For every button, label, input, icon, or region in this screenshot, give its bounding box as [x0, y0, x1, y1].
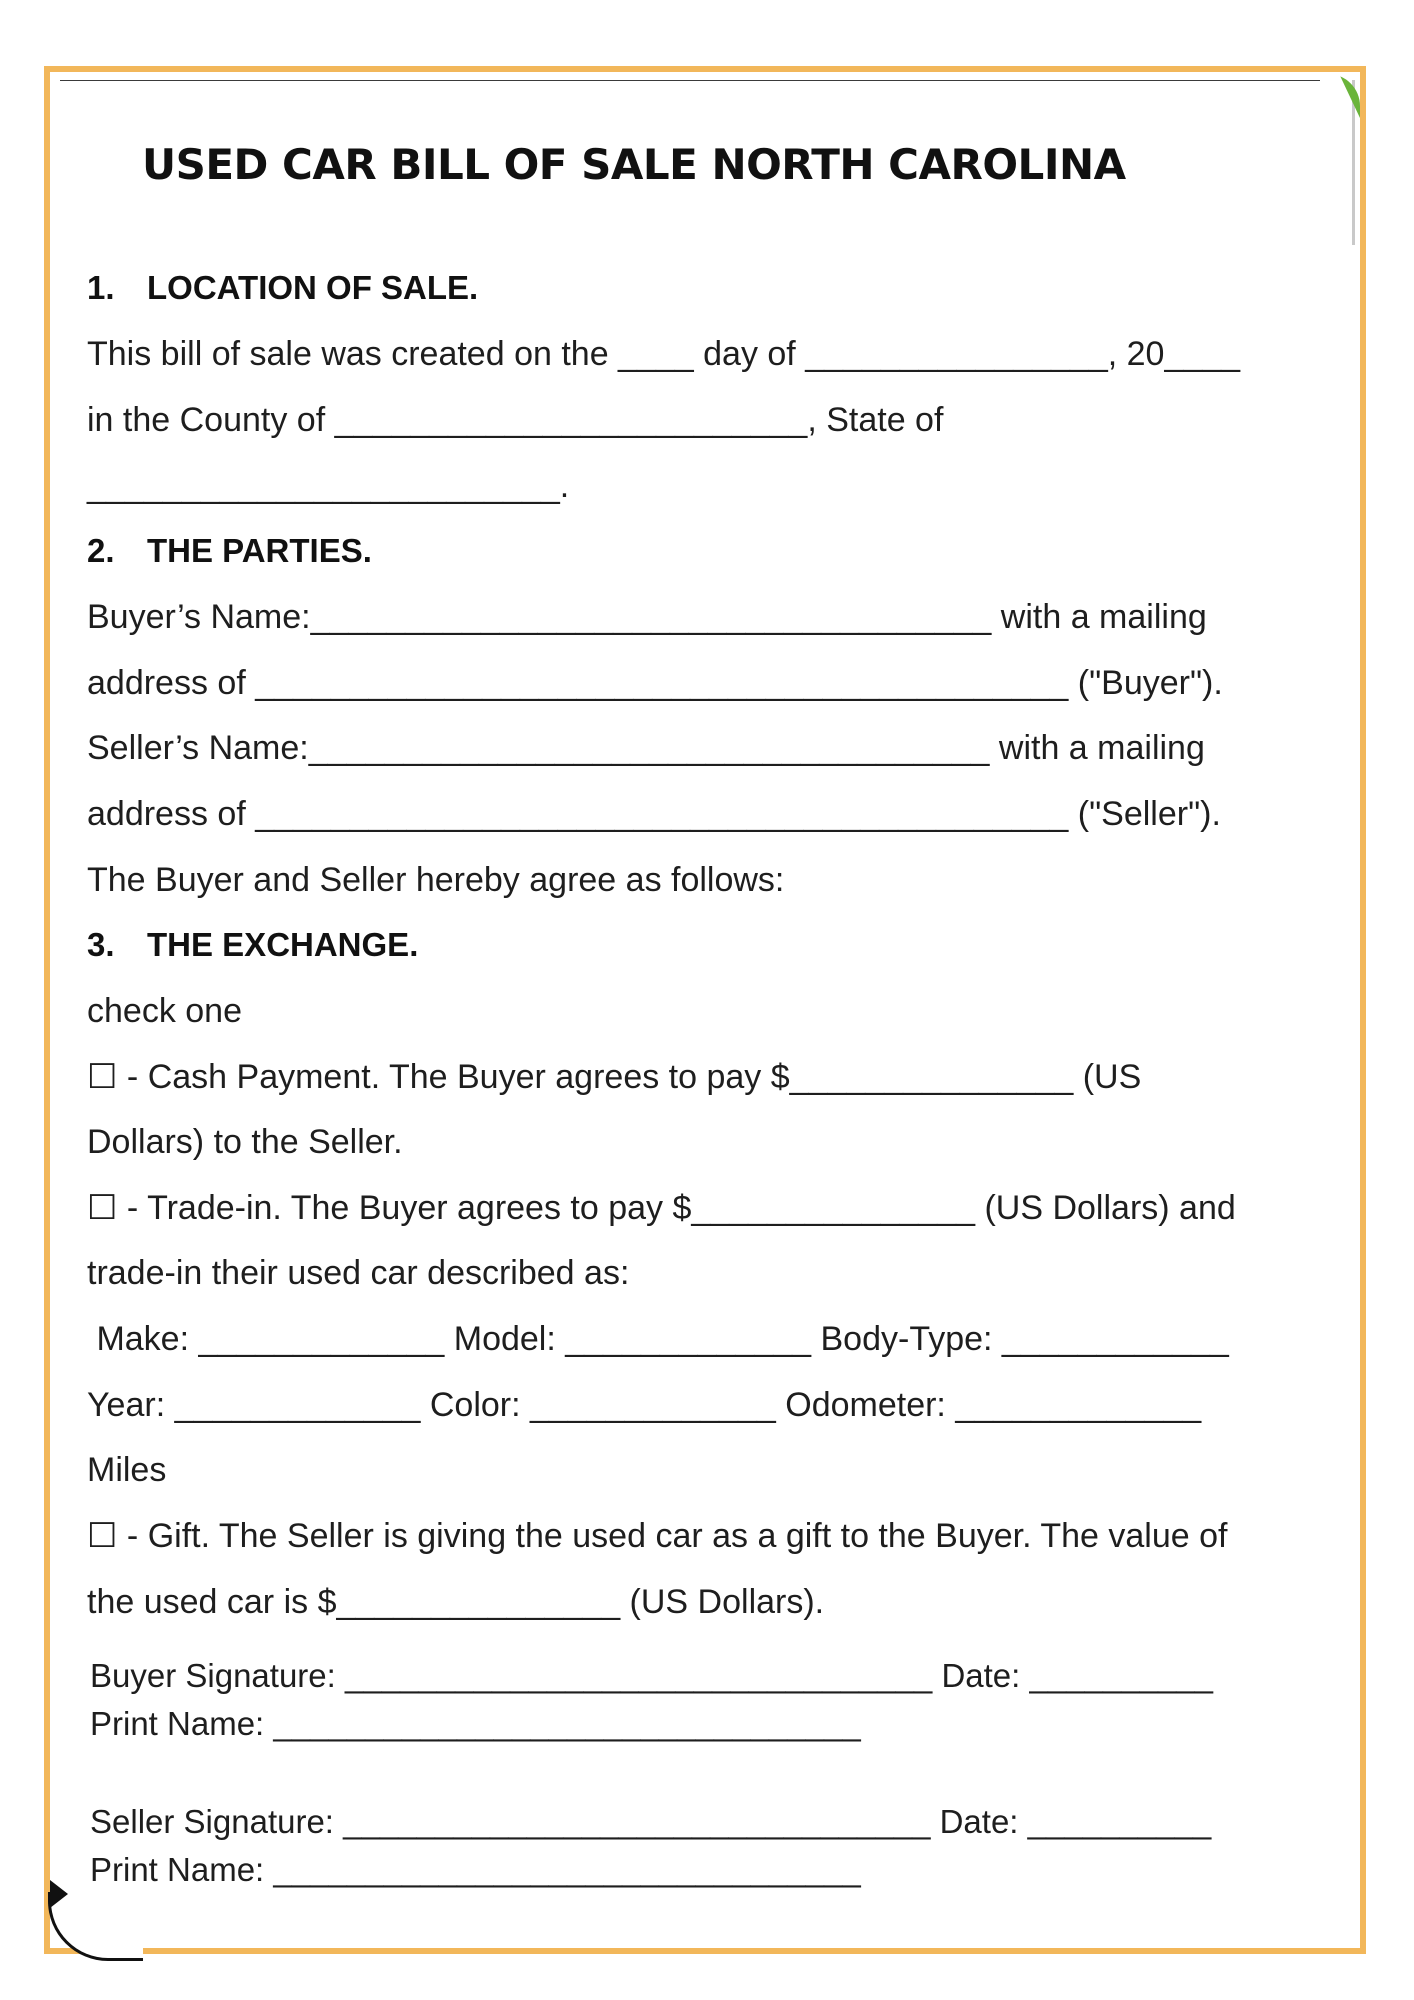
section-title: THE PARTIES.: [147, 532, 372, 569]
seller-name-line: Seller’s Name:____________________________________ with a mailing: [87, 729, 1205, 767]
county-state-line: in the County of _________________________, State of: [87, 401, 944, 439]
state-blank-line: _________________________.: [87, 467, 570, 505]
section-location-heading: [87, 268, 478, 308]
document-title: USED CAR BILL OF SALE NORTH CAROLINA: [142, 140, 1126, 189]
gift-option[interactable]: ☐ - Gift. The Seller is giving the used car as a gift to the Buyer. The value of: [87, 1517, 1228, 1555]
trade-in-option[interactable]: ☐ - Trade-in. The Buyer agrees to pay $_______________ (US Dollars) and: [87, 1189, 1236, 1227]
section-number: 2.: [87, 532, 115, 569]
vehicle-make-model-line: Make: _____________ Model: _____________ Body-Type: ____________: [87, 1320, 1229, 1358]
check-one-label: check one: [87, 992, 242, 1030]
corner-arrow-icon: [50, 1880, 68, 1908]
trade-in-continued: trade-in their used car described as:: [87, 1254, 630, 1292]
cash-payment-option[interactable]: ☐ - Cash Payment. The Buyer agrees to pay $_______________ (US: [87, 1058, 1142, 1096]
buyer-signature-line: Buyer Signature: ________________________________ Date: __________: [90, 1657, 1214, 1694]
section-parties-heading: [87, 531, 372, 571]
sale-date-line: This bill of sale was created on the ____ day of ________________, 20____: [87, 335, 1241, 373]
seller-print-name-line: Print Name: ________________________________: [90, 1851, 861, 1888]
cash-payment-continued: Dollars) to the Seller.: [87, 1123, 403, 1161]
section-title: THE EXCHANGE.: [147, 926, 419, 963]
top-rule: [60, 80, 1320, 81]
buyer-name-line: Buyer’s Name:____________________________________ with a mailing: [87, 598, 1207, 636]
section-number: 3.: [87, 926, 115, 963]
section-exchange-heading: [87, 925, 418, 965]
buyer-print-name-line: Print Name: ________________________________: [90, 1705, 861, 1742]
agreement-line: The Buyer and Seller hereby agree as follows:: [87, 861, 785, 899]
buyer-address-line: address of ___________________________________________ ("Buyer").: [87, 664, 1223, 702]
seller-signature-line: Seller Signature: ________________________________ Date: __________: [90, 1803, 1212, 1840]
vehicle-year-color-line: Year: _____________ Color: _____________ Odometer: _____________: [87, 1386, 1202, 1424]
section-title: LOCATION OF SALE.: [147, 269, 479, 306]
seller-address-line: address of ___________________________________________ ("Seller").: [87, 795, 1221, 833]
gift-value-line: the used car is $_______________ (US Dollars).: [87, 1583, 825, 1621]
miles-label: Miles: [87, 1451, 167, 1489]
section-number: 1.: [87, 269, 115, 306]
